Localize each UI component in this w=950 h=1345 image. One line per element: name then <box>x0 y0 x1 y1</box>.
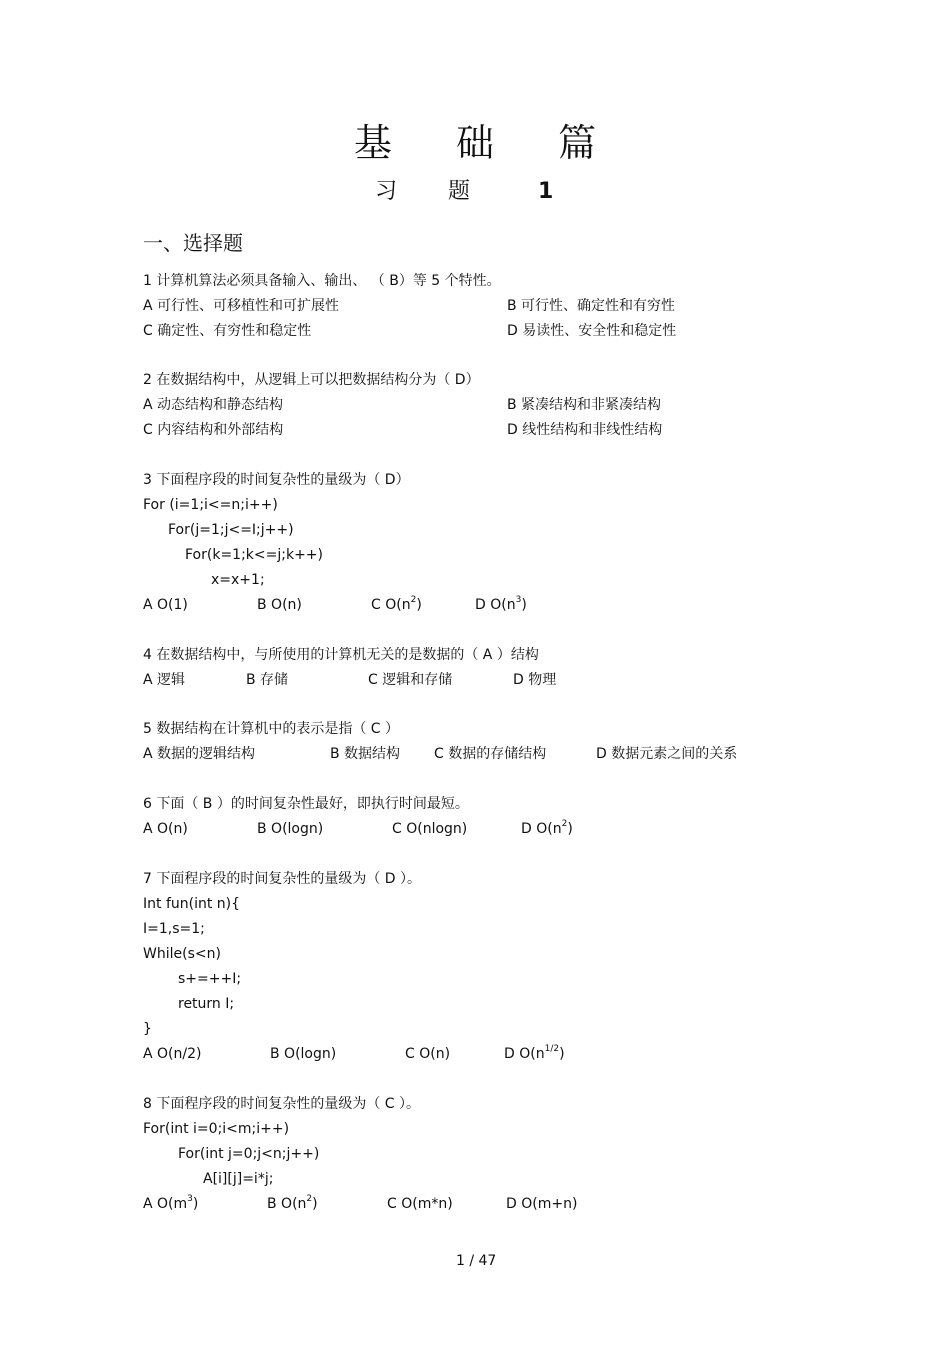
code-line: } <box>143 1021 152 1037</box>
code-line: For(k=1;k<=j;k++) <box>185 547 324 563</box>
superscript: 2 <box>306 1194 313 1204</box>
title-char: 篇 <box>558 121 597 165</box>
question-3-option-d: D $O(n^3)$ <box>475 595 527 613</box>
question-5-stem: 5 数据结构在计算机中的表示是指（ C ） <box>143 721 400 737</box>
question-8-option-d: D O(m+n) <box>506 1196 578 1212</box>
code-line: For(int i=0;i<m;i++) <box>143 1121 290 1137</box>
question-6-option-c: C O(nlogn) <box>392 821 468 837</box>
superscript: 3 <box>515 595 522 605</box>
question-4-stem: 4 在数据结构中，与所使用的计算机无关的是数据的（ A ）结构 <box>143 647 539 663</box>
question-2-option-d: D 线性结构和非线性结构 <box>507 422 663 438</box>
code-line: I=1,s=1; <box>143 921 205 937</box>
question-7-option-d: D $O(n^{1/2})$ <box>504 1044 565 1062</box>
question-4-option-c: C 逻辑和存储 <box>368 672 453 688</box>
superscript: 3 <box>187 1194 193 1204</box>
question-2-option-b: B 紧凑结构和非紧凑结构 <box>507 397 662 413</box>
code-line: x=x+1; <box>211 572 265 588</box>
question-8-option-b: B $O(n^2)$ <box>267 1194 318 1212</box>
question-4-option-b: B 存储 <box>246 672 289 688</box>
code-line: return I; <box>178 996 235 1012</box>
superscript: 2 <box>410 595 417 605</box>
question-6-option-b: B O(logn) <box>257 821 324 837</box>
code-line: s+=++I; <box>178 971 242 987</box>
question-1-option-c: C 确定性、有穷性和稳定性 <box>143 323 312 339</box>
title-char: 础 <box>455 121 494 165</box>
question-7-stem: 7 下面程序段的时间复杂性的量级为（ D ）。 <box>143 871 422 887</box>
subtitle-char: 题 <box>448 179 471 204</box>
code-line: For (i=1;i<=n;i++) <box>143 497 278 513</box>
code-line: While(s<n) <box>143 946 221 962</box>
question-1-option-b: B 可行性、确定性和有穷性 <box>507 298 676 314</box>
subtitle-char: 习 <box>375 179 398 204</box>
question-2-option-c: C 内容结构和外部结构 <box>143 422 284 438</box>
title-char: 基 <box>353 121 392 165</box>
code-line: A[i][j]=i*j; <box>203 1171 274 1187</box>
question-8-option-c: C O(m*n) <box>387 1196 453 1212</box>
question-1-stem: 1 计算机算法必须具备输入、输出、 （ B）等 5 个特性。 <box>143 273 501 289</box>
question-4-option-d: D 物理 <box>513 672 557 688</box>
superscript: 2 <box>561 819 568 829</box>
question-7-option-b: B O(logn) <box>270 1046 337 1062</box>
code-line: Int fun(int n){ <box>143 896 241 912</box>
page-number: 1 / 47 <box>456 1253 497 1269</box>
question-7-option-c: C O(n) <box>405 1046 451 1062</box>
question-1-option-a: A 可行性、可移植性和可扩展性 <box>143 298 340 314</box>
page-title <box>0 118 950 168</box>
question-8-option-a: A $O(m^3)$ <box>143 1194 199 1212</box>
question-5-option-c: C 数据的存储结构 <box>434 746 547 762</box>
question-5-option-a: A 数据的逻辑结构 <box>143 746 256 762</box>
question-4-option-a: A 逻辑 <box>143 672 186 688</box>
question-3-stem: 3 下面程序段的时间复杂性的量级为（ D） <box>143 472 410 488</box>
subtitle-number: 1 <box>538 179 554 204</box>
question-6-option-d: D $O(n^2)$ <box>521 819 573 837</box>
question-6-stem: 6 下面（ B ）的时间复杂性最好，即执行时间最短。 <box>143 796 469 812</box>
question-8-stem: 8 下面程序段的时间复杂性的量级为（ C ）。 <box>143 1096 421 1112</box>
question-2-option-a: A 动态结构和静态结构 <box>143 397 284 413</box>
code-line: For(j=1;j<=I;j++) <box>168 522 294 538</box>
question-6-option-a: A O(n) <box>143 821 188 837</box>
question-3-option-c: C $O(n^2)$ <box>371 595 422 613</box>
section-title: 一、选择题 <box>143 231 243 255</box>
superscript: 1/2 <box>544 1044 560 1054</box>
question-2-stem: 2 在数据结构中，从逻辑上可以把数据结构分为（ D） <box>143 372 480 388</box>
question-1-option-d: D 易读性、安全性和稳定性 <box>507 323 677 339</box>
question-5-option-b: B 数据结构 <box>330 746 401 762</box>
question-3-option-b: B O(n) <box>257 597 302 613</box>
question-3-option-a: A O(1) <box>143 597 188 613</box>
question-5-option-d: D 数据元素之间的关系 <box>596 746 738 762</box>
code-line: For(int j=0;j<n;j++) <box>178 1146 320 1162</box>
question-7-option-a: A O(n/2) <box>143 1046 202 1062</box>
